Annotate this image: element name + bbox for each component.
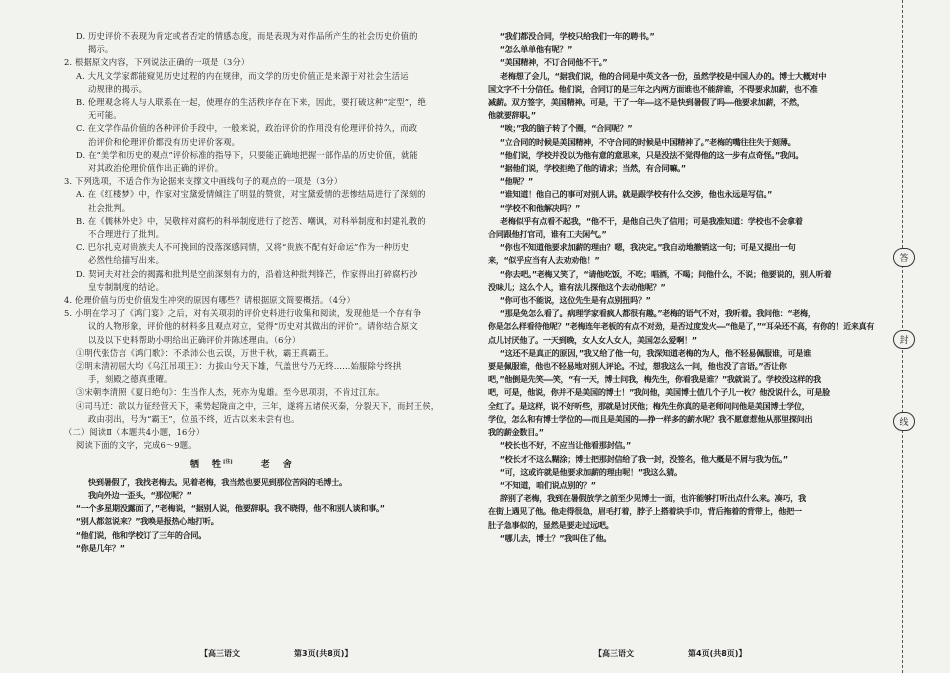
story-line: “你是几年？” xyxy=(76,542,125,553)
text-line: 阅读下面的文字，完成6～9题。 xyxy=(76,440,197,451)
story-line: 吧，可是，他说，你并不是美国的博士！”我问他，美国博士值几个子儿一枚？他没说什么，可是脸 xyxy=(488,387,830,398)
footer-subject: 【高三语文 xyxy=(594,649,634,658)
text-line: 以及以下史料帮助小明给出正确评价并陈述理由。（6分） xyxy=(88,334,301,345)
story-line: 来，“似乎应当有人去劝劝他！” xyxy=(488,255,600,266)
story-line: “可，这或许就是他要求加薪的理由呢！”我这么猜。 xyxy=(500,466,682,477)
story-line: “我们都没合同，学校只给我们一年的聘书。” xyxy=(500,31,655,41)
story-line: 老梅似乎有点看不起我，“他不干，是他自己失了信用；可是我准知道：学校也不会拿着 xyxy=(500,215,803,226)
story-line: “他呢？” xyxy=(500,176,533,187)
story-line: 点儿讨厌他了。一天到晚，女人女人女人，美国怎么爱啊！” xyxy=(488,334,697,345)
story-line: 全红了。是这样，说不好听些，那就是讨厌他；梅先生你真的是老师问问他是美国博士学位， xyxy=(488,400,810,411)
story-line: “那是免怎么看了。病理学家看疯人都很有趣。”老梅的语气不对，我听着。我问他：“老梅， xyxy=(500,308,816,319)
binding-line xyxy=(893,0,913,673)
story-line: “他们说，学校并没以为他有意的意思来，只是没法不觉得他的这一步有点奇怪。”我问。 xyxy=(500,149,804,160)
story-line: 国文字不十分信任。他们说，合同订的是三年之内两方面谁也不能辞谁，不得要求加薪，也不准 xyxy=(488,83,818,94)
text-line: 必然性给描写出来。 xyxy=(88,255,165,266)
text-line: D. 契诃夫对社会的揭露和批判是空前深刻有力的，沿着这种批判锋芒，作家得出打碎腐朽沙 xyxy=(76,268,418,279)
right-page-footer xyxy=(594,648,746,659)
story-line: 我向外边一歪头，“那位呢？” xyxy=(88,489,192,500)
story-line: 我的薪金数目。” xyxy=(488,427,544,438)
text-line: 议的人物形象，评价他的材料多且观点对立，觉得“历史对其做出的评价”。请你结合原文 xyxy=(88,321,418,332)
text-line: （二）阅读Ⅱ（本题共4小题，16分） xyxy=(64,427,205,438)
text-line: D. 在“美学和历史的观点”评价标准的指导下，只要能正确地把握一部作品的历史价值，就能 xyxy=(76,149,418,160)
story-line: 减薪。双方签字，美国精神。可是，干了一年——这不是快到暑假了吗——他要求加薪，不然， xyxy=(488,97,805,108)
text-line: C. 在文学作品价值的各种评价手段中，一般来说，政治评价的作用没有伦理评价持久，而政 xyxy=(76,123,418,134)
text-line: 不合理进行了批判。 xyxy=(88,229,165,240)
story-line: “这还不是真正的原因，”我又给了他一句，我深知道老梅的为人，他不轻易佩服谁，可是谁 xyxy=(500,347,812,358)
story-line: “你去吧。”老梅又笑了，“请他吃饭，不吃；唱酒，不喝；问他什么，不说；他要说的，别人听着 xyxy=(500,268,832,279)
text-line: ③宋朝李清照《夏日绝句》：生当作人杰，死亦为鬼雄。至今思项羽，不肯过江东。 xyxy=(76,387,385,398)
story-line: 老梅想了会儿，“据我们说，他的合同是中英文各一份，虽然学校是中国人办的。博士大概对中 xyxy=(500,70,827,81)
text-line: 政由羽出，号为“霸王”，位虽不终，近古以来未尝有也。 xyxy=(88,413,300,424)
title-note: [注] xyxy=(223,458,233,465)
left-page-column xyxy=(64,30,460,555)
story-line: “据他们说，学校拒绝了他的请求；当然，有合同嘛。” xyxy=(500,163,686,174)
text-line: 皇专制制度的结论。 xyxy=(88,281,165,292)
story-line: “不知道，咱们说点别的？” xyxy=(500,479,596,490)
story-line: 在街上遇见了他。他走得很急，眉毛打着，脖子上搭着块手巾，背后拖着的背带上，他把一 xyxy=(488,506,802,517)
story-line: 吧，”他倒是先笑——笑，“有一天，博士问我，梅先生，你看我是谁？”我就说了。学校没这样的我 xyxy=(488,374,821,385)
story-line: “一个多星期没露面了，”老梅说，“据别人说，他要辞职。我不晓得，他不和别人谈和事。” xyxy=(76,503,385,514)
text-line: 揭示。 xyxy=(88,44,114,55)
text-line: C. 巴尔扎克对贵族夫人不可挽回的没落深感同情，又将“贵族不配有好命运”作为一种历史 xyxy=(76,242,410,253)
text-line: 5. 小明在学习了《鸿门宴》之后，对有关项羽的评价史料进行收集和阅读，发现他是一个存有争 xyxy=(64,308,422,319)
binding-mark: 封 xyxy=(893,330,915,349)
story-line: “美国精神，不订合同他不干。” xyxy=(500,57,608,68)
story-line: “校长也不好，不应当让他看那封信。” xyxy=(500,440,631,451)
story-line: 合同跟他打官司，谁有工夫闲气。” xyxy=(488,229,607,240)
story-line: 没味儿；这么个人，谁有法儿探他这个去动他呢？” xyxy=(488,281,666,292)
text-line: 社会批判。 xyxy=(88,202,131,213)
story-line: “立合同的时候是美国精神，不守合同的时候是中国精神了。”老梅的嘴往往失于刻薄。 xyxy=(500,136,796,147)
text-line: ④司马迁：欲以力征经营天下，乘势起陇亩之中，三年，遂将五诸侯灭秦，分裂天下，而封王侯， xyxy=(76,400,440,411)
story-line: 要是佩服谁，他也不轻易地对别人评论。不过，想我这么一问，他也没了言语。”否让你 xyxy=(488,361,787,372)
story-line: “怎么单单他有呢？” xyxy=(500,44,572,55)
story-author: 老 舍 xyxy=(260,459,294,470)
story-line: “校长才不这么糊涂；博士把那封信给了我一封，没签名，他大概是不屑与我为伍。” xyxy=(500,453,788,464)
text-line: 对其政治伦理价值作出正确的评价。 xyxy=(88,163,224,174)
binding-mark: 答 xyxy=(893,248,915,267)
text-line: 4. 伦理价值与历史价值发生冲突的原因有哪些？请根据原文简要概括。（4分） xyxy=(64,295,356,306)
left-page-footer xyxy=(200,648,352,659)
text-line: B. 在《儒林外史》中，吴敬梓对腐朽的科举制度进行了挖苦、嘲讽，对科举制度和封建礼教的 xyxy=(76,215,426,226)
title-text: 牺 牲 xyxy=(190,459,224,470)
text-line: 动规律的揭示。 xyxy=(88,83,148,94)
story-line: “你也不知道他要求加薪的理由？嗯，我决定。”我自动地撤销这一句；可是又提出一句 xyxy=(500,242,796,253)
story-line: 肚子急事似的，显然是要走过远吧。 xyxy=(488,519,614,530)
text-line: B. 伦理观念将人与人联系在一起，使理存的生活秩序存在下来，因此，要打破这种“定型”，绝 xyxy=(76,97,427,108)
text-line: A. 在《红楼梦》中，作家对宝黛爱情倾注了明显的赞赏，对宝黛爱情的悲惨结局进行了深刻的 xyxy=(76,189,426,200)
story-line: “谁知道！他自己的事可对别人讲。就是跟学校有什么交涉，他也永远是写信。” xyxy=(500,189,772,200)
story-line: “他们说，他和学校订了三年的合同。 xyxy=(76,529,207,540)
story-line: 辞别了老梅，我到在暑假放学之前至少见博士一面，也许能够打听出点什么来。凑巧，我 xyxy=(500,493,806,504)
story-line: “你可也不能说，这位先生是有点别扭吗？” xyxy=(500,295,651,306)
right-page-column xyxy=(488,30,874,545)
story-line: 他就要辞职。” xyxy=(488,110,536,121)
footer-page-number: 第4页(共8页)】 xyxy=(688,649,747,658)
footer-subject: 【高三语文 xyxy=(200,649,240,658)
story-line: 快到暑假了，我找老梅去。见着老梅，我当然也要见到那位苦闷的毛博士。 xyxy=(88,476,347,487)
text-line: 手，刻殿之德真重曜。 xyxy=(88,374,173,385)
text-line: ①明代张岱言《鸿门歌》：不杀沛公也云误，万世千秋，霸王真霸王。 xyxy=(76,347,334,358)
text-line: D. 历史评价不表现为肯定或者否定的情感态度，而是表现为对作品所产生的社会历史价值的 xyxy=(76,31,418,41)
text-line: 2. 根据原文内容，下列说法正确的一项是（3分） xyxy=(64,57,250,68)
story-line: “唉；”我的脑子转了个圈，“合同呢？” xyxy=(500,123,633,134)
footer-page-number: 第3页(共8页)】 xyxy=(294,649,353,658)
text-line: 治评价和伦理评价都没有历史评价客观。 xyxy=(88,136,241,147)
story-line: 学位，怎么和有博士学位的——而且是美国的——挣一样多的薪水呢？我不愿意惹他从那里探问出 xyxy=(488,413,813,424)
story-line: “哪儿去，博士？”我叫住了他。 xyxy=(500,532,612,543)
story-line: “别人都忽说来？”我唤是报热心地打听。 xyxy=(76,516,219,527)
text-line: 3. 下列选项，不适合作为论据来支撑文中画线句子的观点的一项是（3分） xyxy=(64,176,343,187)
text-line: A. 大凡文学家都能窥见历史过程的内在规律，而文学的历史价值正是来源于对社会生活运 xyxy=(76,70,409,81)
text-line: ②明末清初屈大均《乌江吊项王》：力拔山兮天下雄，气盖世兮乃无终……始服除兮终拱 xyxy=(76,361,402,372)
binding-mark: 线 xyxy=(893,412,915,431)
text-line: 无可能。 xyxy=(88,110,122,121)
story-line: “学校不和他解决吗？” xyxy=(500,202,580,213)
story-line: 你是怎么样看待他呢？”老梅连年老板的有点不对劲，是否过度发火——“他是了，”“耳朵还不高，有你的！近来真有 xyxy=(488,321,875,332)
story-title xyxy=(64,456,460,472)
